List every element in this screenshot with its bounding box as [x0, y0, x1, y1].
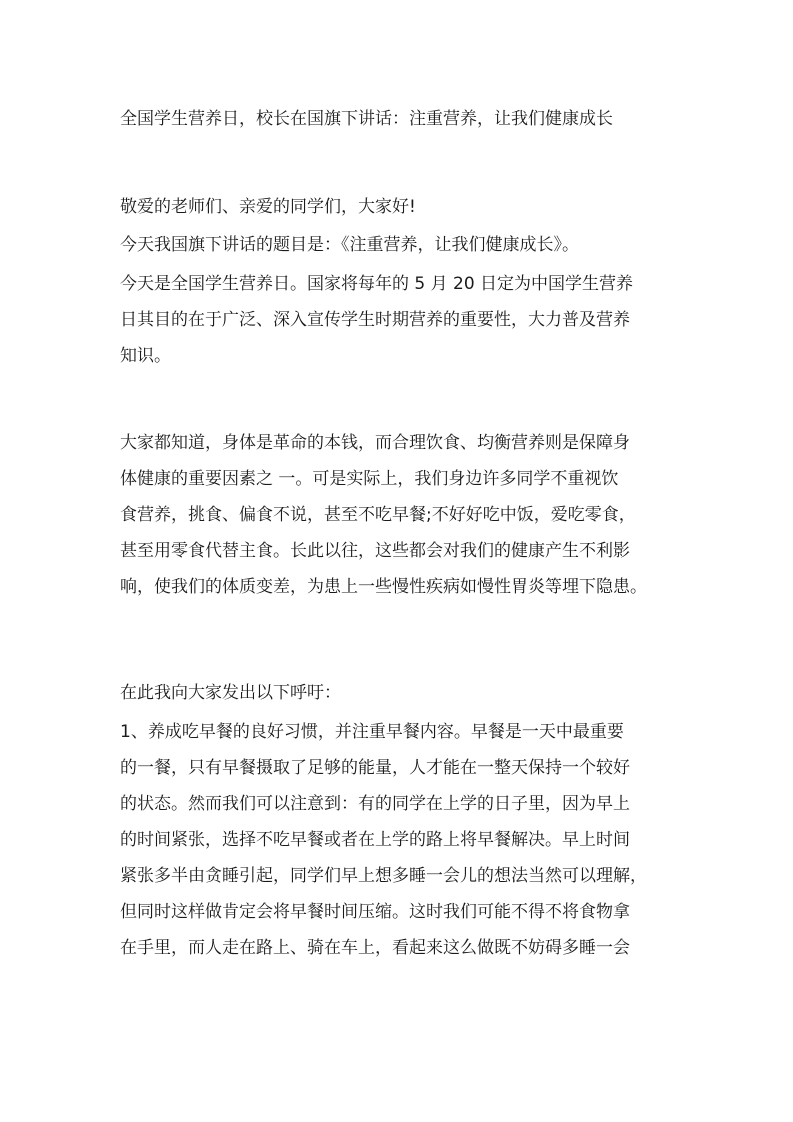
point-1-line: 的时间紧张，选择不吃早餐或者在上学的路上将早餐解决。早上时间	[120, 830, 630, 850]
point-1-paragraph	[120, 714, 680, 966]
point-1-line: 的一餐，只有早餐摄取了足够的能量，人才能在一整天保持一个较好	[120, 758, 630, 778]
greeting-paragraph	[120, 189, 680, 225]
document-title: 全国学生营养日，校长在国旗下讲话：注重营养，让我们健康成长	[120, 109, 613, 129]
intro-line: 知识。	[120, 346, 171, 366]
point-1-line: 紧张多半由贪睡引起，同学们早上想多睡一会儿的想法当然可以理解，	[120, 866, 647, 886]
body-paragraph	[120, 425, 680, 605]
topic-paragraph	[120, 227, 680, 263]
body-line: 响，使我们的体质变差，为患上一些慢性疾病如慢性胃炎等埋下隐患。	[120, 577, 647, 597]
appeal-intro-line: 在此我向大家发出以下呼吁：	[120, 683, 341, 703]
topic-line: 今天我国旗下讲话的题目是：《注重营养，让我们健康成长》。	[120, 235, 579, 255]
intro-line: 日其目的在于广泛、深入宣传学生时期营养的重要性，大力普及营养	[120, 310, 630, 330]
body-line: 体健康的重要因素之 一。可是实际上，我们身边许多同学不重视饮	[120, 469, 619, 489]
point-1-line: 在手里，而人走在路上、骑在车上，看起来这么做既不妨碍多睡一会	[120, 938, 630, 958]
point-1-line: 的状态。然而我们可以注意到：有的同学在上学的日子里，因为早上	[120, 794, 630, 814]
body-line: 甚至用零食代替主食。长此以往，这些都会对我们的健康产生不利影	[120, 541, 630, 561]
body-line: 大家都知道，身体是革命的本钱，而合理饮食、均衡营养则是保障身	[120, 433, 630, 453]
appeal-intro-paragraph	[120, 675, 680, 711]
point-1-line: 1、养成吃早餐的良好习惯，并注重早餐内容。早餐是一天中最重要	[120, 722, 624, 742]
body-line: 食营养，挑食、偏食不说，甚至不吃早餐;不好好吃中饭，爱吃零食，	[120, 505, 636, 525]
intro-paragraph	[120, 266, 680, 374]
greeting-line: 敬爱的老师们、亲爱的同学们，大家好!	[120, 197, 416, 217]
intro-line: 今天是全国学生营养日。国家将每年的 5 月 20 日定为中国学生营养	[120, 274, 634, 294]
point-1-line: 但同时这样做肯定会将早餐时间压缩。这时我们可能不得不将食物拿	[120, 902, 630, 922]
